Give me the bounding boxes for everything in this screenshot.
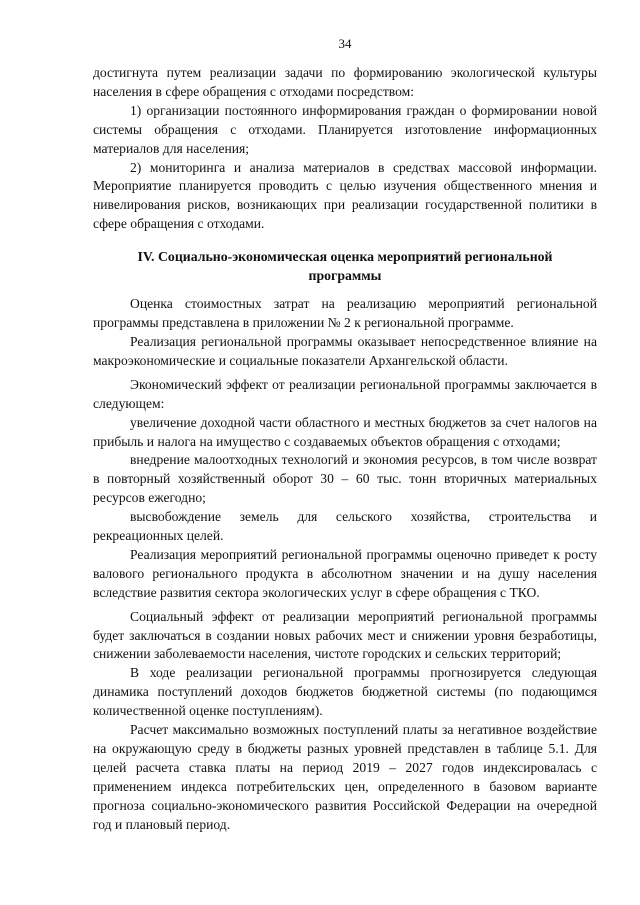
body-paragraph: Социальный эффект от реализации мероприятий региональной программы будет заключаться в создании новых рабочих мест и снижении уровня безработицы, снижении заболеваемости населения, чистоте городских и сельских территорий; [93,608,597,662]
body-paragraph: Оценка стоимостных затрат на реализацию мероприятий региональной программы представлена в приложении № 2 к региональной программе. [93,296,597,331]
body-paragraph: Реализация региональной программы оказывает непосредственное влияние на макроэкономические и социальные показатели Архангельской области. [93,333,597,368]
page-number: 34 [338,36,352,51]
list-item: 1) организации постоянного информирования граждан о формировании новой системы обращения с отходами. Планируется изготовление информационных материалов для населения; [93,102,597,156]
section-heading: IV. Социально-экономическая оценка мероприятий региональной программы [137,249,553,283]
body-paragraph: высвобождение земель для сельского хозяйства, строительства и рекреационных целей. [93,509,597,544]
body-paragraph: внедрение малоотходных технологий и экономия ресурсов, в том числе возврат в повторный хозяйственный оборот 30 – 60 тыс. тонн вторичных материальных ресурсов ежегодно; [93,452,597,506]
body-paragraph: В ходе реализации региональной программы прогнозируется следующая динамика поступлений доходов бюджетов бюджетной системы (по подающимся количественной оценке поступлениям). [93,665,597,719]
document-body [93,64,597,835]
body-paragraph: увеличение доходной части областного и местных бюджетов за счет налогов на прибыль и налога на имущество с создаваемых объектов обращения с отходами; [93,414,597,449]
body-paragraph: Реализация мероприятий региональной программы оценочно приведет к росту валового регионального продукта в абсолютном значении и на душу населения вследствие развития сектора экологических услуг в сфере обращения с ТКО. [93,546,597,600]
intro-paragraph: достигнута путем реализации задачи по формированию экологической культуры населения в сфере обращения с отходами посредством: [93,65,597,99]
body-paragraph: Экономический эффект от реализации региональной программы заключается в следующем: [93,376,597,411]
list-item: 2) мониторинга и анализа материалов в средствах массовой информации. Мероприятие планируется проводить с целью изучения общественного мнения и нивелирования рисков, возникающих при реализации государственной политики в сфере обращения с отходами. [93,159,597,232]
body-paragraph: Расчет максимально возможных поступлений платы за негативное воздействие на окружающую среду в бюджеты разных уровней представлен в таблице 5.1. Для целей расчета ставка платы на период 2019 – 2027 годов индексировалась с применением индекса потребительских цен, определенного в базовом варианте прогноза социально-экономического развития Российской Федерации на очередной год и плановый период. [93,722,597,832]
